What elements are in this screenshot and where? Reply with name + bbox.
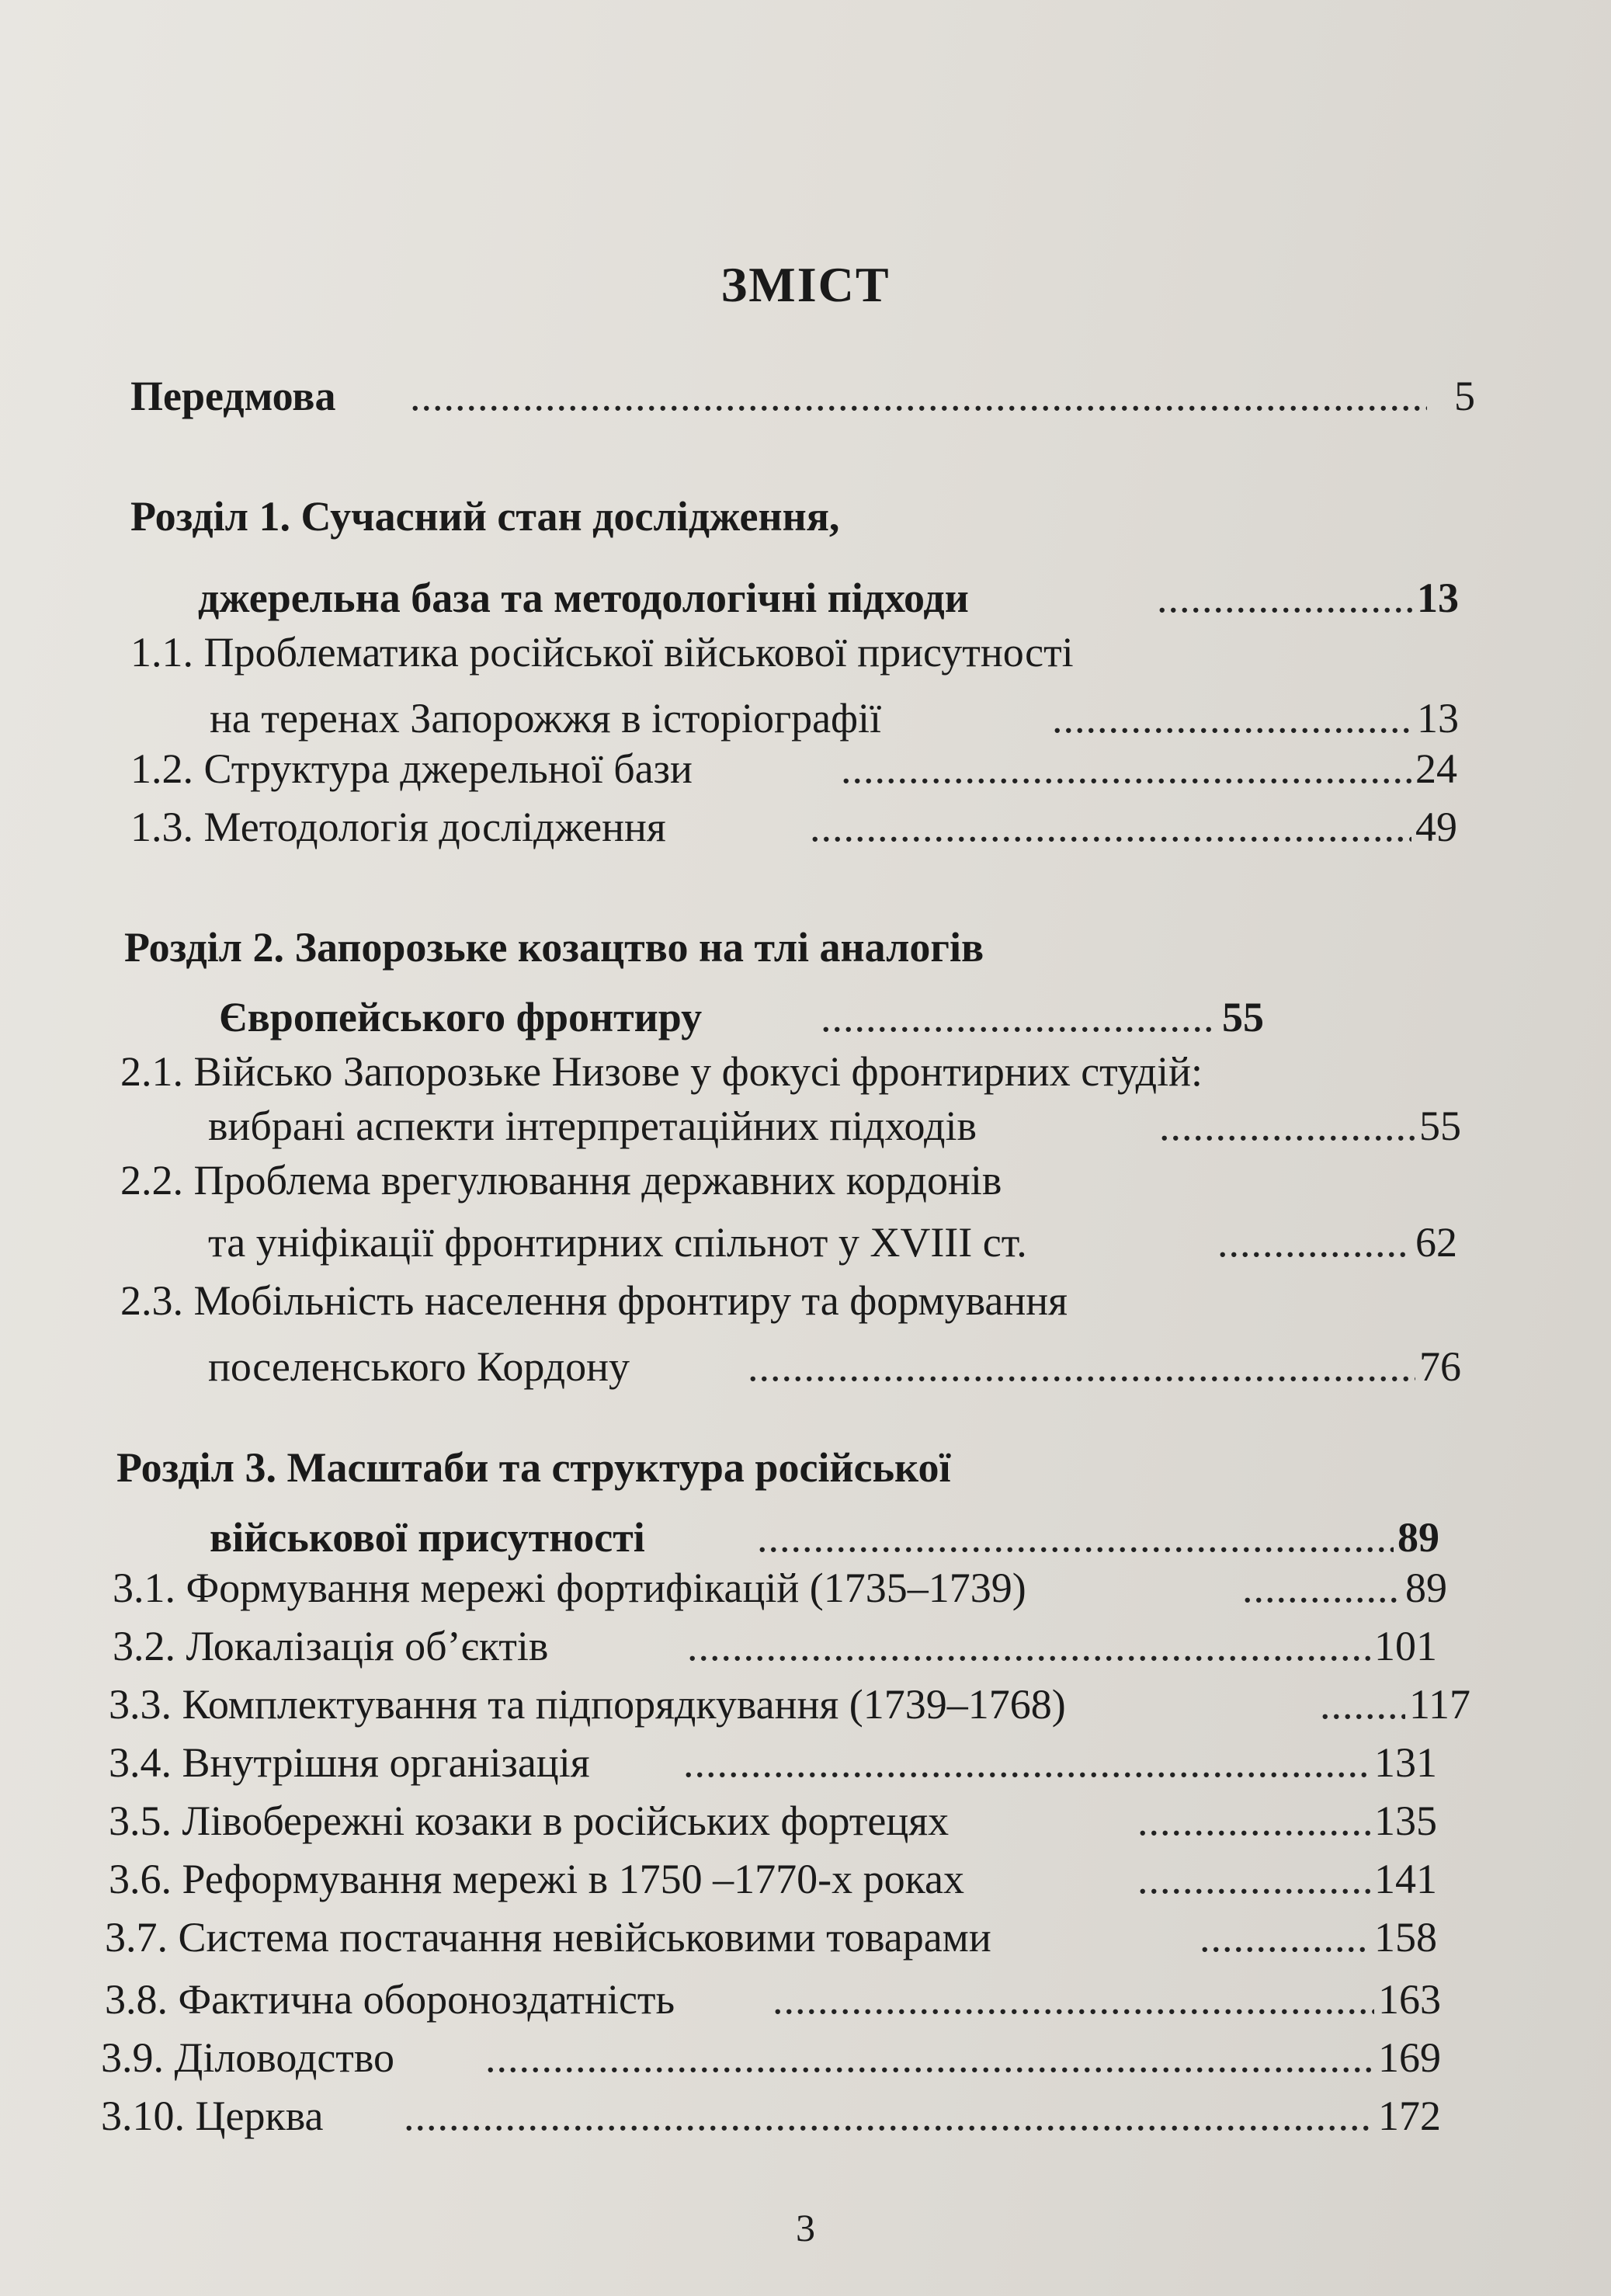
toc-entry-label: 2.2. Проблема врегулювання державних кордонів <box>120 1157 1002 1204</box>
toc-entry-page: 62 <box>1415 1219 1457 1266</box>
dot-leader <box>410 369 1427 423</box>
dot-leader <box>757 1510 1394 1565</box>
toc-entry-label: 3.4. Внутрішня організація <box>109 1739 590 1786</box>
dot-leader <box>485 2030 1374 2085</box>
dot-leader <box>821 990 1217 1044</box>
toc-entry-label: 3.8. Фактична обороноздатність <box>105 1976 675 2023</box>
toc-entry-page: 158 <box>1374 1914 1437 1961</box>
toc-entry-chapter-3-line-2 <box>210 1510 1483 1565</box>
toc-entry-label: Передмова <box>130 373 336 419</box>
dot-leader <box>1137 1852 1370 1906</box>
dot-leader <box>773 1972 1374 2027</box>
toc-entry-page: 101 <box>1374 1623 1437 1669</box>
toc-entry-page: 131 <box>1374 1739 1437 1786</box>
toc-entry-2-1-line-2 <box>208 1099 1481 1153</box>
toc-entry-1-1-line-1 <box>130 625 1481 679</box>
toc-entry-3-5 <box>109 1794 1483 1848</box>
dot-leader <box>404 2089 1374 2143</box>
dot-leader <box>1137 1794 1370 1848</box>
toc-entry-page: 24 <box>1415 745 1457 792</box>
dot-leader <box>1217 1215 1411 1270</box>
toc-entry-3-1 <box>113 1561 1487 1615</box>
toc-entry-label: Розділ 1. Сучасний стан дослідження, <box>130 493 840 540</box>
toc-entry-3-2 <box>113 1619 1487 1673</box>
toc-entry-label: 1.2. Структура джерельної бази <box>130 745 693 792</box>
dot-leader <box>1159 1099 1415 1153</box>
toc-entry-1-3 <box>130 800 1481 854</box>
toc-entry-label: Розділ 3. Масштаби та структура російської <box>116 1444 951 1491</box>
toc-entry-3-3 <box>109 1677 1483 1732</box>
toc-entry-chapter-2-line-1 <box>124 920 1483 974</box>
toc-entry-chapter-3-line-1 <box>116 1440 1483 1495</box>
toc-entry-chapter-1-line-1 <box>130 489 1481 544</box>
toc-entry-label: 1.1. Проблематика російської військової присутності <box>130 629 1074 676</box>
toc-entry-page: 89 <box>1397 1514 1439 1561</box>
toc-entry-3-9 <box>101 2030 1483 2085</box>
toc-entry-2-2-line-1 <box>120 1153 1487 1207</box>
toc-entry-3-10 <box>101 2089 1483 2143</box>
toc-entry-page: 76 <box>1419 1343 1461 1390</box>
toc-entry-label: 3.10. Церква <box>101 2093 324 2139</box>
toc-entry-label: поселенського Кордону <box>208 1343 630 1390</box>
toc-entry-page: 141 <box>1374 1856 1437 1902</box>
toc-title: ЗМІСТ <box>720 257 891 312</box>
toc-entry-3-4 <box>109 1735 1483 1790</box>
toc-entry-page: 89 <box>1405 1565 1447 1611</box>
toc-entry-page: 55 <box>1222 994 1264 1040</box>
toc-entry-label: джерельна база та методологічні підходи <box>198 575 969 621</box>
toc-entry-label: 1.3. Методологія дослідження <box>130 804 666 850</box>
toc-entry-label: 3.6. Реформування мережі в 1750 –1770-х роках <box>109 1856 964 1902</box>
toc-entry-3-8 <box>105 1972 1483 2027</box>
toc-entry-label: 3.5. Лівобережні козаки в російських фортецях <box>109 1798 950 1844</box>
toc-entry-preface <box>130 369 1481 423</box>
dot-leader <box>1320 1677 1405 1732</box>
toc-entry-label: 3.9. Діловодство <box>101 2034 395 2081</box>
toc-entry-label: вибрані аспекти інтерпретаційних підходів <box>208 1103 977 1149</box>
dot-leader <box>748 1339 1415 1394</box>
toc-entry-label: військової присутності <box>210 1514 645 1561</box>
dot-leader <box>1052 691 1413 745</box>
toc-entry-2-3-line-1 <box>120 1273 1487 1328</box>
toc-entry-label: 3.3. Комплектування та підпорядкування (1739–1768) <box>109 1681 1066 1728</box>
dot-leader <box>683 1735 1370 1790</box>
dot-leader <box>810 800 1411 854</box>
toc-entry-page: 172 <box>1378 2093 1441 2139</box>
toc-entry-page: 49 <box>1415 804 1457 850</box>
page-number: 3 <box>796 2206 815 2249</box>
toc-entry-2-3-line-2 <box>208 1339 1481 1394</box>
toc-entry-2-1-line-1 <box>120 1044 1487 1099</box>
toc-entry-label: 2.1. Військо Запорозьке Низове у фокусі фронтирних студій: <box>120 1048 1203 1095</box>
dot-leader <box>1157 571 1413 625</box>
toc-entry-label: Європейського фронтиру <box>219 994 703 1040</box>
toc-entry-page: 55 <box>1419 1103 1461 1149</box>
toc-entry-label: 3.2. Локалізація об’єктів <box>113 1623 549 1669</box>
toc-entry-chapter-1-line-2 <box>198 571 1481 625</box>
dot-leader <box>1242 1561 1401 1615</box>
dot-leader <box>687 1619 1370 1673</box>
toc-entry-page: 169 <box>1378 2034 1441 2081</box>
toc-entry-1-2 <box>130 742 1481 796</box>
toc-entry-chapter-2-line-2 <box>219 990 1483 1044</box>
toc-entry-label: на теренах Запорожжя в історіографії <box>210 695 882 742</box>
toc-entry-label: 2.3. Мобільність населення фронтиру та формування <box>120 1277 1068 1324</box>
toc-entry-label: та уніфікації фронтирних спільнот у XVIII ст. <box>208 1219 1027 1266</box>
dot-leader <box>841 742 1411 796</box>
toc-entry-page: 135 <box>1374 1798 1437 1844</box>
toc-entry-3-7 <box>105 1910 1483 1964</box>
toc-entry-page: 163 <box>1378 1976 1441 2023</box>
toc-entry-label: Розділ 2. Запорозьке козацтво на тлі аналогів <box>124 924 984 971</box>
toc-entry-page: 13 <box>1417 695 1459 742</box>
toc-entry-3-6 <box>109 1852 1483 1906</box>
toc-entry-label: 3.1. Формування мережі фортифікацій (1735–1739) <box>113 1565 1026 1611</box>
toc-entry-2-2-line-2 <box>208 1215 1481 1270</box>
dot-leader <box>1200 1910 1370 1964</box>
toc-entry-page: 117 <box>1409 1681 1470 1728</box>
toc-entry-page: 13 <box>1417 575 1459 621</box>
toc-entry-label: 3.7. Система постачання невійськовими товарами <box>105 1914 991 1961</box>
toc-entry-page: 5 <box>1454 373 1475 419</box>
toc-entry-1-1-line-2 <box>210 691 1475 745</box>
